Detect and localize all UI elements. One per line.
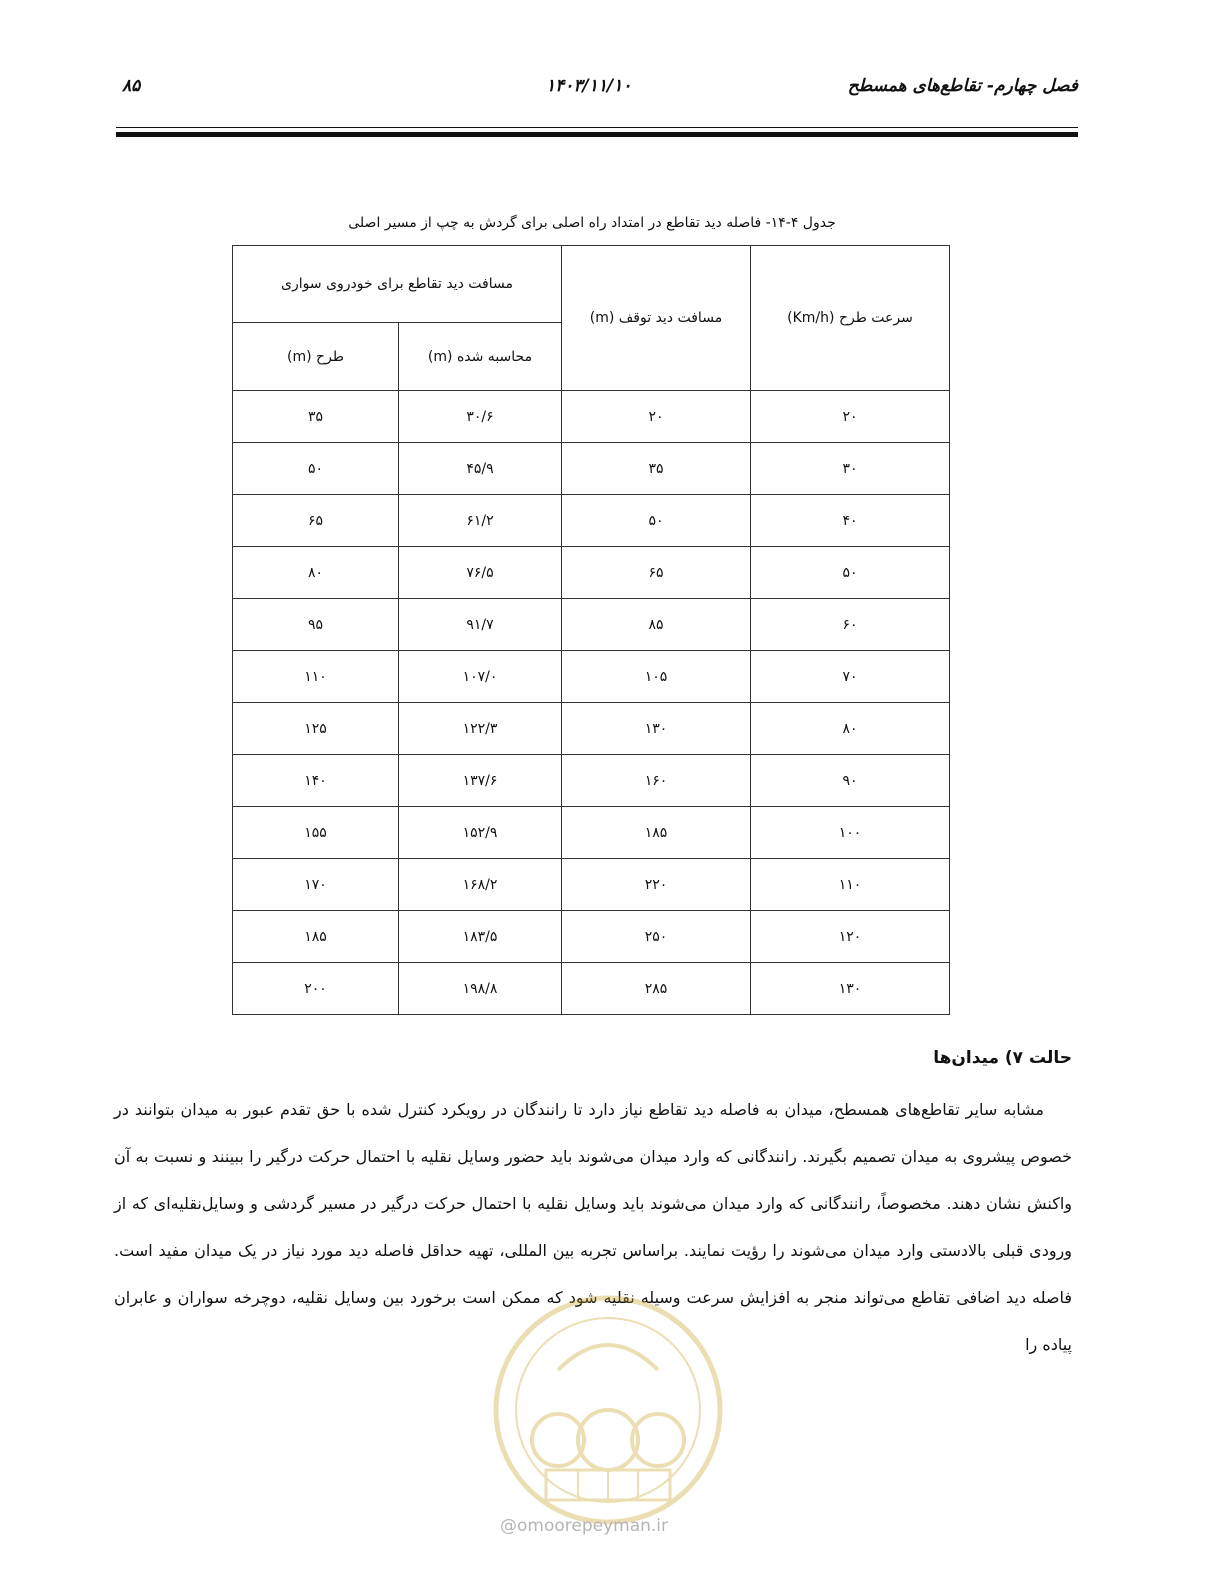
cell-stopping: ۳۵ bbox=[562, 443, 751, 495]
table-row bbox=[233, 963, 950, 1015]
cell-speed: ۲۰ bbox=[751, 391, 950, 443]
table-row bbox=[233, 911, 950, 963]
cell-speed: ۱۳۰ bbox=[751, 963, 950, 1015]
chapter-title: فصل چهارم- تقاطع‌های همسطح bbox=[847, 76, 1078, 96]
cell-design: ۳۵ bbox=[233, 391, 399, 443]
cell-speed: ۱۱۰ bbox=[751, 859, 950, 911]
cell-stopping: ۶۵ bbox=[562, 547, 751, 599]
cell-speed: ۱۲۰ bbox=[751, 911, 950, 963]
header-intersection-sight-group: مسافت دید تقاطع برای خودروی سواری bbox=[233, 246, 562, 323]
cell-design: ۱۲۵ bbox=[233, 703, 399, 755]
cell-speed: ۵۰ bbox=[751, 547, 950, 599]
table-caption: جدول ۴-۱۴- فاصله دید تقاطع در امتداد راه اصلی برای گردش به چپ از مسیر اصلی bbox=[348, 215, 836, 231]
page-header bbox=[116, 70, 1078, 106]
cell-stopping: ۲۲۰ bbox=[562, 859, 751, 911]
table-row bbox=[233, 495, 950, 547]
cell-design: ۱۱۰ bbox=[233, 651, 399, 703]
table-row bbox=[233, 755, 950, 807]
cell-design: ۸۰ bbox=[233, 547, 399, 599]
cell-stopping: ۲۵۰ bbox=[562, 911, 751, 963]
cell-design: ۲۰۰ bbox=[233, 963, 399, 1015]
cell-stopping: ۲۰ bbox=[562, 391, 751, 443]
table-body bbox=[233, 391, 950, 1015]
cell-stopping: ۱۸۵ bbox=[562, 807, 751, 859]
body-paragraph: مشابه سایر تقاطع‌های همسطح، میدان به فاصله دید تقاطع نیاز دارد تا رانندگان در رویکرد کنترل شده با حق تقدم عبور به میدان بتوانند در خصوص پیشروی به میدان تصمیم بگیرند. رانندگانی که وارد میدان می‌شوند باید حضور وسایل نقلیه با احتمال حرکت درگیر را ببینند و نسبت به آن واکنش نشان دهند. مخصوصاً، رانندگانی که وارد میدان می‌شوند باید وسایل نقلیه با احتمال حرکت درگیر در مسیر گردشی و وسایل‌نقلیه‌ای که از ورودی قبلی بالادستی وارد میدان می‌شوند را رؤیت نمایند. براساس تجربه بین المللی، تهیه حداقل فاصله دید مورد نیاز در یک میدان مفید است. فاصله دید اضافی تقاطع می‌تواند منجر به افزایش سرعت وسیله نقلیه شود که ممکن است برخورد بین وسایل نقلیه، دوچرخه سواران و عابران پیاده را bbox=[114, 1100, 1072, 1354]
cell-design: ۶۵ bbox=[233, 495, 399, 547]
cell-stopping: ۵۰ bbox=[562, 495, 751, 547]
cell-stopping: ۱۶۰ bbox=[562, 755, 751, 807]
header-design: طرح (m) bbox=[233, 323, 399, 391]
cell-speed: ۶۰ bbox=[751, 599, 950, 651]
cell-design: ۱۸۵ bbox=[233, 911, 399, 963]
cell-speed: ۱۰۰ bbox=[751, 807, 950, 859]
watermark-seal bbox=[488, 1290, 728, 1530]
cell-speed: ۴۰ bbox=[751, 495, 950, 547]
table-row bbox=[233, 443, 950, 495]
cell-calculated: ۱۵۲/۹ bbox=[399, 807, 562, 859]
table-row bbox=[233, 547, 950, 599]
cell-calculated: ۱۸۳/۵ bbox=[399, 911, 562, 963]
page-number: ۸۵ bbox=[122, 76, 141, 96]
cell-calculated: ۱۹۸/۸ bbox=[399, 963, 562, 1015]
table-row bbox=[233, 391, 950, 443]
watermark-site: @omoorepeyman.ir bbox=[500, 1516, 669, 1536]
table-row bbox=[233, 859, 950, 911]
cell-calculated: ۳۰/۶ bbox=[399, 391, 562, 443]
table-row bbox=[233, 807, 950, 859]
cell-stopping: ۸۵ bbox=[562, 599, 751, 651]
cell-stopping: ۲۸۵ bbox=[562, 963, 751, 1015]
table-row bbox=[233, 651, 950, 703]
header-rule-thick bbox=[116, 132, 1078, 137]
cell-calculated: ۱۳۷/۶ bbox=[399, 755, 562, 807]
cell-speed: ۷۰ bbox=[751, 651, 950, 703]
cell-calculated: ۷۶/۵ bbox=[399, 547, 562, 599]
table-row bbox=[233, 703, 950, 755]
cell-speed: ۸۰ bbox=[751, 703, 950, 755]
cell-design: ۹۵ bbox=[233, 599, 399, 651]
header-stopping-distance: مسافت دید توقف (m) bbox=[562, 246, 751, 391]
cell-calculated: ۶۱/۲ bbox=[399, 495, 562, 547]
cell-stopping: ۱۳۰ bbox=[562, 703, 751, 755]
section-title: حالت ۷) میدان‌ها bbox=[933, 1048, 1072, 1068]
cell-calculated: ۹۱/۷ bbox=[399, 599, 562, 651]
header-date: ۱۴۰۳/۱۱/۱۰ bbox=[546, 76, 632, 96]
cell-design: ۵۰ bbox=[233, 443, 399, 495]
cell-calculated: ۴۵/۹ bbox=[399, 443, 562, 495]
sight-distance-table bbox=[232, 245, 950, 1015]
cell-calculated: ۱۲۲/۳ bbox=[399, 703, 562, 755]
cell-stopping: ۱۰۵ bbox=[562, 651, 751, 703]
header-calculated: محاسبه شده (m) bbox=[399, 323, 562, 391]
cell-design: ۱۵۵ bbox=[233, 807, 399, 859]
cell-calculated: ۱۶۸/۲ bbox=[399, 859, 562, 911]
header-rule-thin bbox=[116, 127, 1078, 128]
header-design-speed: سرعت طرح (Km/h) bbox=[751, 246, 950, 391]
cell-calculated: ۱۰۷/۰ bbox=[399, 651, 562, 703]
cell-speed: ۳۰ bbox=[751, 443, 950, 495]
cell-design: ۱۷۰ bbox=[233, 859, 399, 911]
cell-design: ۱۴۰ bbox=[233, 755, 399, 807]
table-header-row bbox=[233, 246, 950, 323]
table-row bbox=[233, 599, 950, 651]
cell-speed: ۹۰ bbox=[751, 755, 950, 807]
